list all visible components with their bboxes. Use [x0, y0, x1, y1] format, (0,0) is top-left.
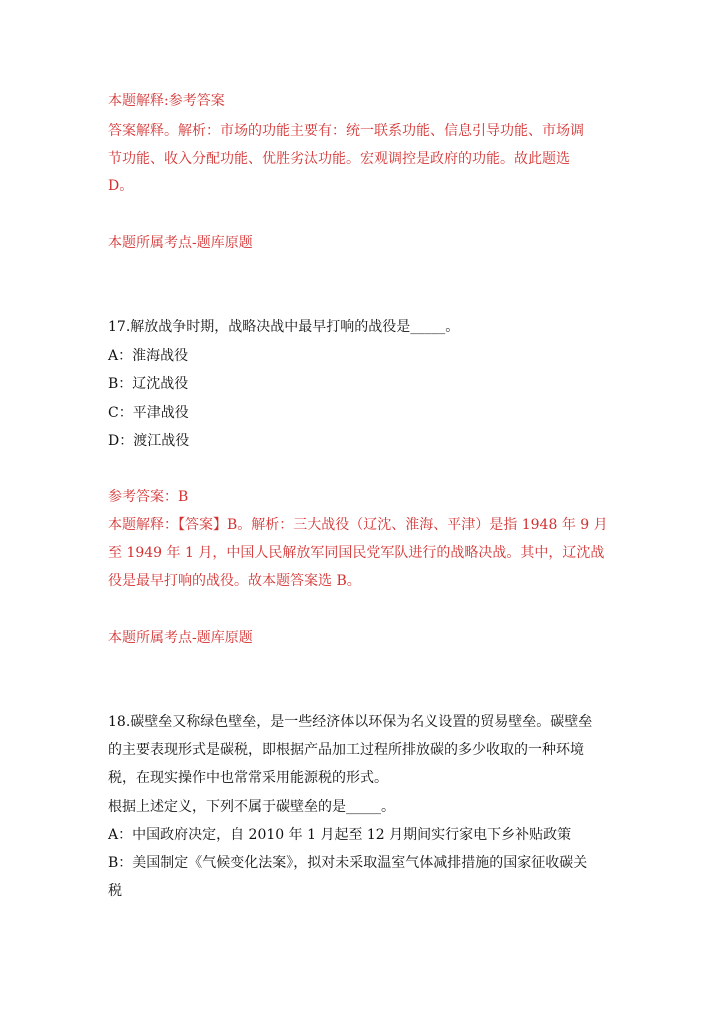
q16-source: 本题所属考点-题库原题: [108, 235, 253, 251]
q18-option-b: B：美国制定《气候变化法案》，拟对未采取温室气体减排措施的国家征收碳关: [108, 855, 588, 871]
q17-option-a: A：淮海战役: [108, 348, 189, 364]
q17-option-d: D：渡江战役: [108, 433, 190, 449]
q18-question-line: 根据上述定义，下列不属于碳壁垒的是_____。: [108, 799, 395, 815]
q17-option-b: B：辽沈战役: [108, 376, 189, 392]
q17-explanation-line: 至 1949 年 1 月，中国人民解放军同国民党军队进行的战略决战。其中，辽沈战: [108, 545, 605, 561]
q18-question-line: 税，在现实操作中也常常采用能源税的形式。: [108, 770, 388, 786]
q17-question: 17.解放战争时期，战略决战中最早打响的战役是_____。: [108, 319, 460, 335]
q17-answer: 参考答案：B: [108, 489, 189, 505]
q18-question-line: 18.碳壁垒又称绿色壁垒，是一些经济体以环保为名义设置的贸易壁垒。碳壁垒: [108, 714, 593, 730]
q16-explanation-line: 答案解释。解析：市场的功能主要有：统一联系功能、信息引导功能、市场调: [108, 123, 584, 139]
q17-option-c: C：平津战役: [108, 405, 189, 421]
q17-source: 本题所属考点-题库原题: [108, 630, 253, 646]
q16-explanation-line: 节功能、收入分配功能、优胜劣汰功能。宏观调控是政府的功能。故此题选: [108, 151, 570, 167]
q18-option-b-cont: 税: [108, 883, 122, 899]
q18-option-a: A：中国政府决定，自 2010 年 1 月起至 12 月期间实行家电下乡补贴政策: [108, 827, 572, 843]
q16-explanation-header: 本题解释:参考答案: [108, 93, 225, 109]
q17-explanation-line: 役是最早打响的战役。故本题答案选 B。: [108, 573, 361, 589]
q16-explanation-line: D。: [108, 178, 134, 194]
q17-explanation-line: 本题解释：【答案】B。解析：三大战役（辽沈、淮海、平津）是指 1948 年 9 月: [108, 517, 608, 533]
q18-question-line: 的主要表现形式是碳税，即根据产品加工过程所排放碳的多少收取的一种环境: [108, 742, 584, 758]
